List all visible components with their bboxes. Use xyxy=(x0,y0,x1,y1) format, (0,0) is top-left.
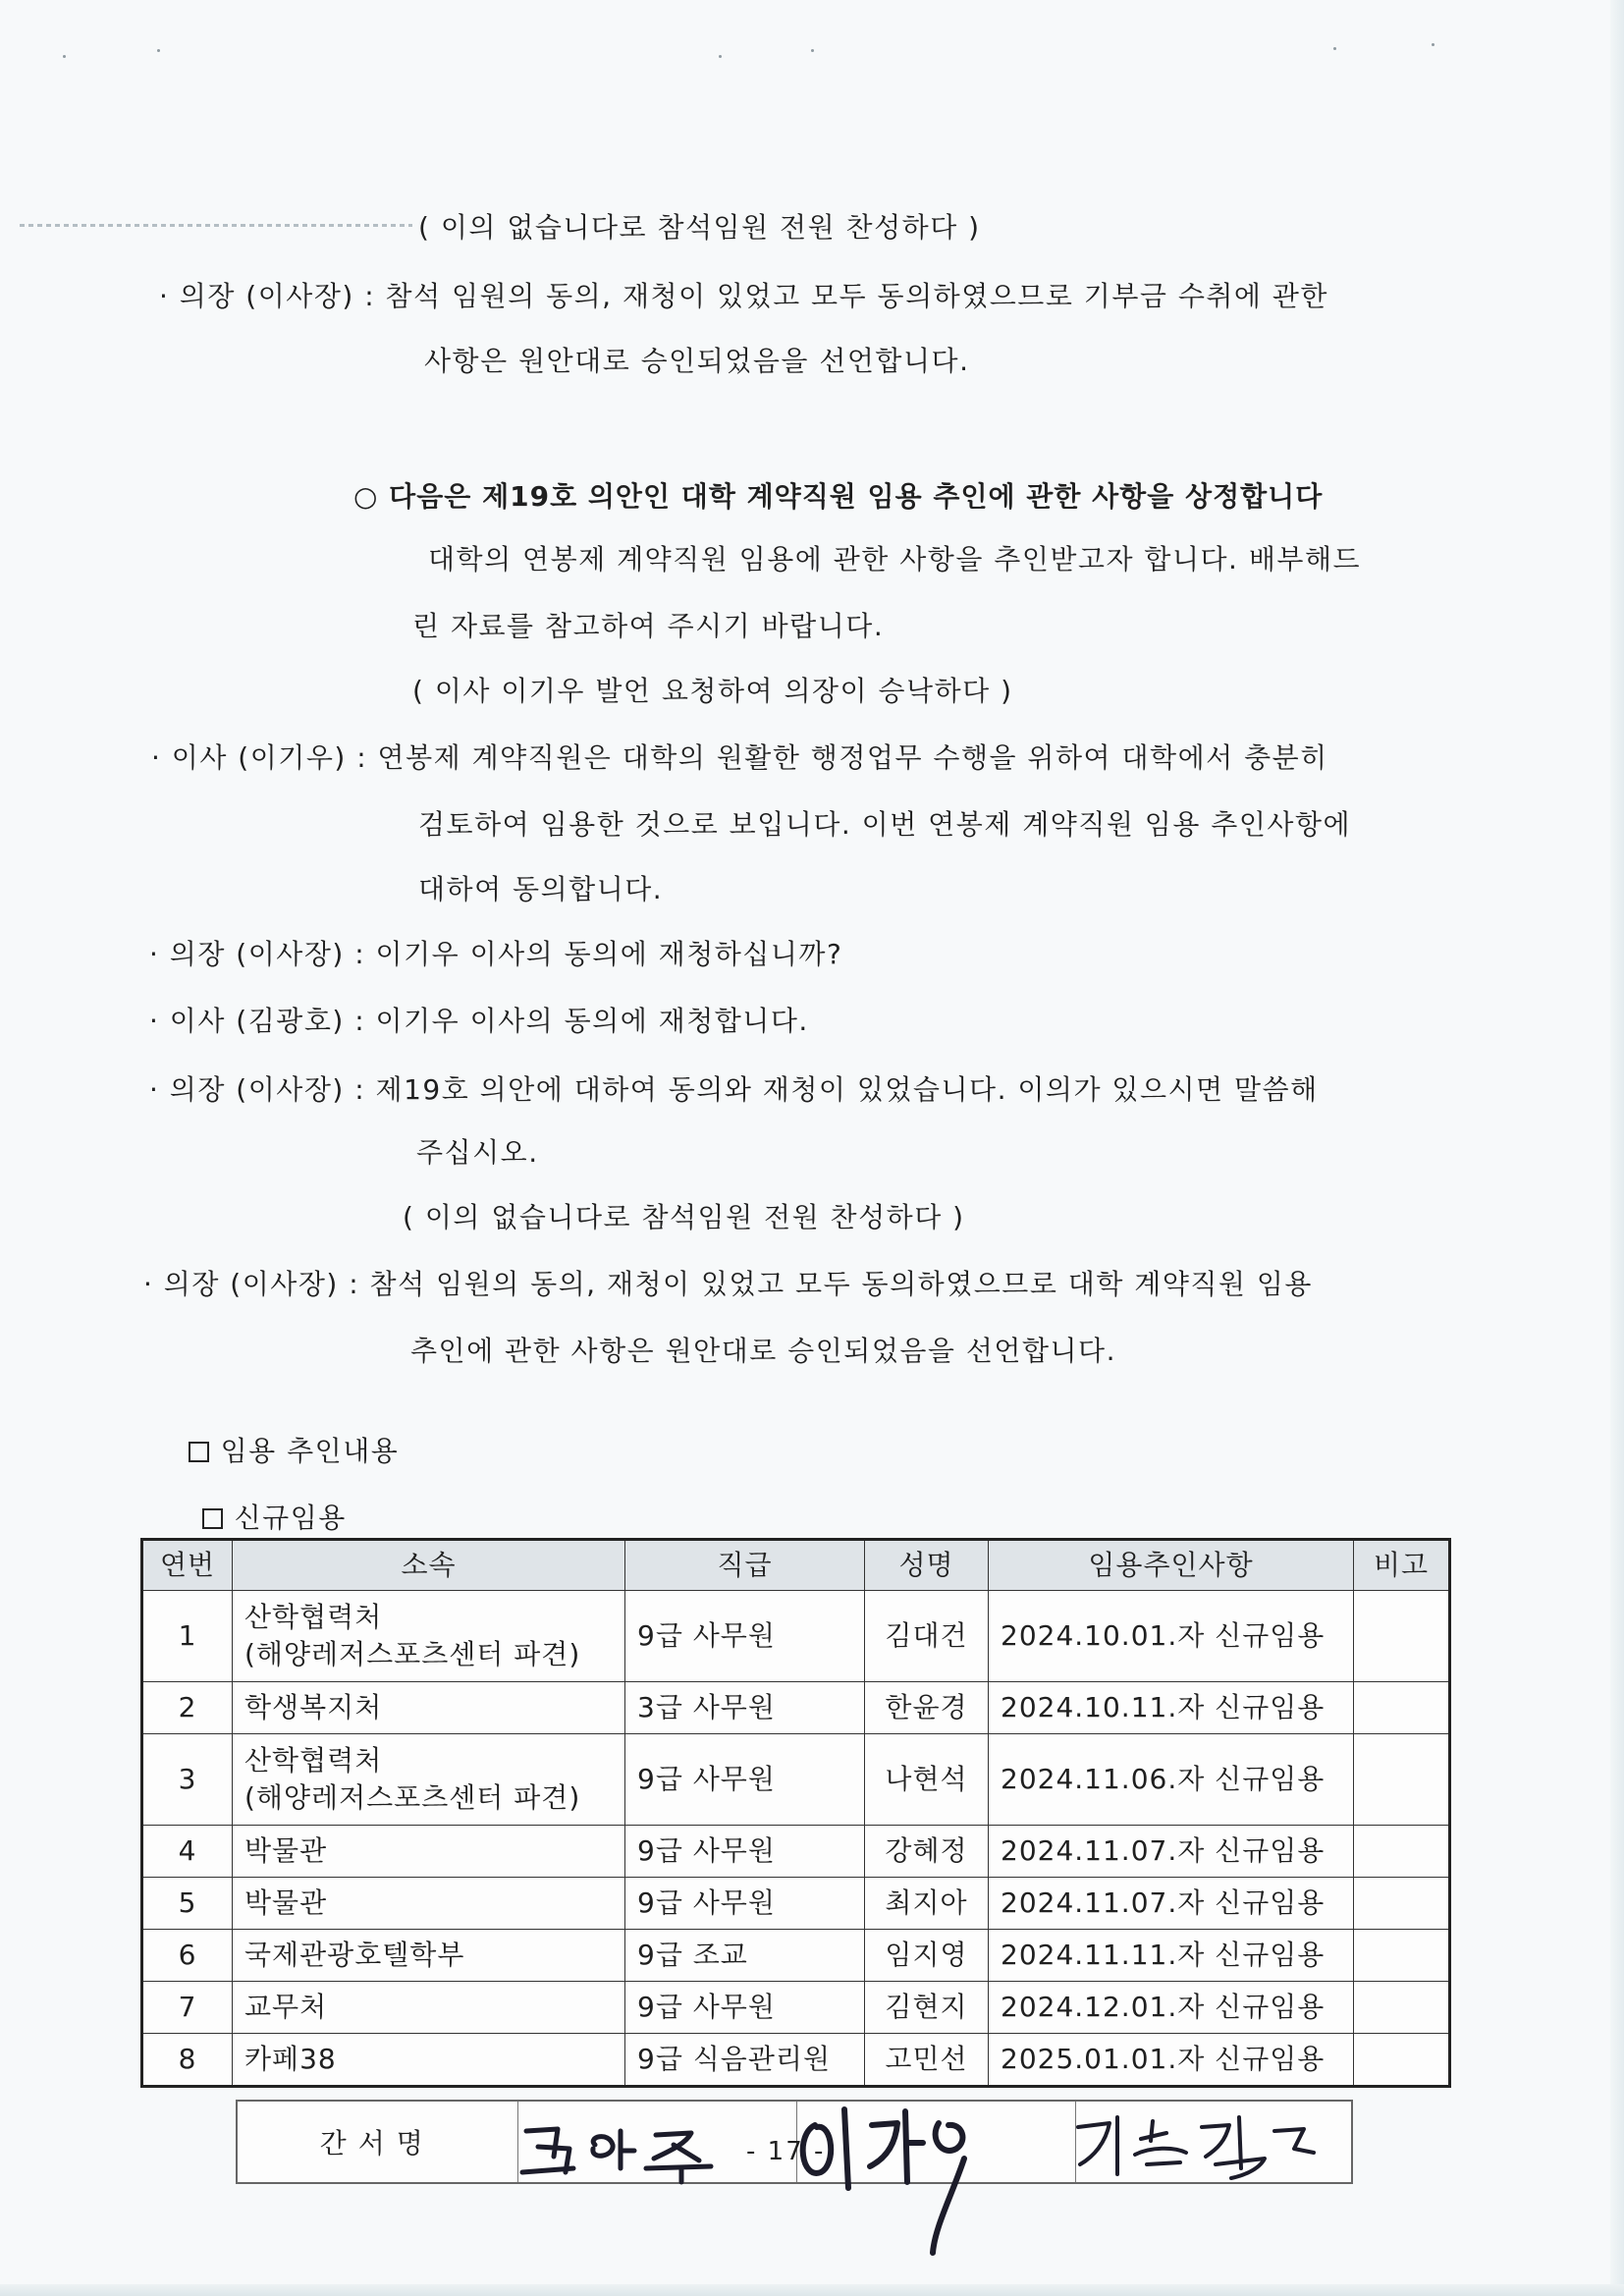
minutes-line: 대하여 동의합니다. xyxy=(418,873,664,905)
cell-dept xyxy=(233,1734,625,1826)
cell-action: 2024.11.07.자 신규임용 xyxy=(989,1878,1354,1930)
column-header: 임용추인사항 xyxy=(989,1540,1354,1591)
column-header: 소속 xyxy=(233,1540,625,1591)
cell-action: 2025.01.01.자 신규임용 xyxy=(989,2034,1354,2087)
cell-grade: 3급 사무원 xyxy=(625,1682,865,1734)
cell-action: 2024.10.01.자 신규임용 xyxy=(989,1591,1354,1682)
cell-dept: 카페38 xyxy=(233,2034,625,2087)
minutes-line: 대학의 연봉제 계약직원 임용에 관한 사항을 추인받고자 합니다. 배부해드 xyxy=(428,543,1362,575)
cell-name: 한윤경 xyxy=(865,1682,989,1734)
checkbox-square-icon xyxy=(189,1442,209,1462)
table-row xyxy=(142,1682,1450,1734)
section-title-text: 임용 추인내용 xyxy=(220,1435,400,1467)
table-header-row xyxy=(142,1540,1450,1591)
cell-note xyxy=(1354,1930,1450,1982)
cell-grade: 9급 식음관리원 xyxy=(625,2034,865,2087)
minutes-line: 검토하여 임용한 것으로 보입니다. 이번 연봉제 계약직원 임용 추인사항에 xyxy=(418,808,1352,841)
table-row xyxy=(142,1826,1450,1878)
cell-dept: 교무처 xyxy=(233,1982,625,2034)
handwritten-signature xyxy=(518,2111,734,2190)
cell-name: 고민선 xyxy=(865,2034,989,2087)
minutes-line: 린 자료를 참고하여 주시기 바랍니다. xyxy=(412,610,885,642)
cell-note xyxy=(1354,1982,1450,2034)
scan-edge xyxy=(1610,0,1624,2296)
cell-dept: 학생복지처 xyxy=(233,1682,625,1734)
dept-line: 산학협력처 xyxy=(244,1744,383,1777)
cell-no: 2 xyxy=(142,1682,233,1734)
minutes-line: · 의장 (이사장) : 이기우 이사의 동의에 재청하십니까? xyxy=(149,938,843,970)
cell-no: 1 xyxy=(142,1591,233,1682)
signature-label: 간서명 xyxy=(237,2101,517,2183)
minutes-line: 추인에 관한 사항은 원안대로 승인되었음을 선언합니다. xyxy=(410,1335,1117,1367)
cell-no: 8 xyxy=(142,2034,233,2087)
cell-no: 6 xyxy=(142,1930,233,1982)
dept-line: (해양레저스포츠센터 파견) xyxy=(244,1781,581,1814)
handwritten-signature xyxy=(1072,2109,1327,2188)
minutes-line: 사항은 원안대로 승인되었음을 선언합니다. xyxy=(424,345,970,377)
cell-dept: 국제관광호텔학부 xyxy=(233,1930,625,1982)
cell-dept: 박물관 xyxy=(233,1878,625,1930)
cell-note xyxy=(1354,1734,1450,1826)
minutes-line: · 의장 (이사장) : 참석 임원의 동의, 재청이 있었고 모두 동의하였으므로 기부금 수취에 관한 xyxy=(159,280,1328,312)
scan-speck xyxy=(1432,43,1435,46)
cell-name: 김현지 xyxy=(865,1982,989,2034)
agenda-heading: ○ 다음은 제19호 의안인 대학 계약직원 임용 추인에 관한 사항을 상정합니다 xyxy=(353,480,1324,513)
cell-no: 4 xyxy=(142,1826,233,1878)
cell-name: 최지아 xyxy=(865,1878,989,1930)
table-row xyxy=(142,1930,1450,1982)
cell-no: 7 xyxy=(142,1982,233,2034)
table-row xyxy=(142,2034,1450,2087)
table-row xyxy=(142,1734,1450,1826)
scan-speck xyxy=(157,49,160,52)
dept-line: (해양레저스포츠센터 파견) xyxy=(244,1638,581,1670)
cell-note xyxy=(1354,1591,1450,1682)
cell-dept xyxy=(233,1591,625,1682)
cell-note xyxy=(1354,1682,1450,1734)
cell-grade: 9급 사무원 xyxy=(625,1982,865,2034)
minutes-line: · 이사 (김광호) : 이기우 이사의 동의에 재청합니다. xyxy=(149,1005,809,1037)
cell-name: 임지영 xyxy=(865,1930,989,1982)
cell-grade: 9급 사무원 xyxy=(625,1826,865,1878)
column-header: 성명 xyxy=(865,1540,989,1591)
cell-no: 5 xyxy=(142,1878,233,1930)
minutes-line: · 이사 (이기우) : 연봉제 계약직원은 대학의 원활한 행정업무 수행을 위하여 대학에서 충분히 xyxy=(151,741,1328,774)
scan-speck xyxy=(719,55,722,58)
cell-note xyxy=(1354,2034,1450,2087)
handwritten-signature xyxy=(795,2100,1011,2257)
cell-action: 2024.11.07.자 신규임용 xyxy=(989,1826,1354,1878)
cell-action: 2024.11.11.자 신규임용 xyxy=(989,1930,1354,1982)
table-row xyxy=(142,1878,1450,1930)
scan-speck xyxy=(63,55,66,58)
appointment-table xyxy=(140,1538,1451,2088)
page-number: - 17 - xyxy=(746,2137,826,2166)
minutes-line: · 의장 (이사장) : 제19호 의안에 대하여 동의와 재청이 있었습니다. 이의가 있으시면 말씀해 xyxy=(149,1073,1319,1106)
column-header: 직급 xyxy=(625,1540,865,1591)
scan-edge xyxy=(0,2284,1624,2296)
minutes-line: ( 이사 이기우 발언 요청하여 의장이 승낙하다 ) xyxy=(412,675,1013,707)
minutes-line: 주십시오. xyxy=(416,1136,539,1169)
cell-grade: 9급 사무원 xyxy=(625,1591,865,1682)
minutes-line: ( 이의 없습니다로 참석임원 전원 찬성하다 ) xyxy=(403,1201,965,1233)
cell-note xyxy=(1354,1878,1450,1930)
table-row xyxy=(142,1982,1450,2034)
column-header: 연번 xyxy=(142,1540,233,1591)
cell-action: 2024.11.06.자 신규임용 xyxy=(989,1734,1354,1826)
cell-name: 강혜정 xyxy=(865,1826,989,1878)
cell-grade: 9급 조교 xyxy=(625,1930,865,1982)
dept-line: 산학협력처 xyxy=(244,1601,383,1633)
minutes-line: ( 이의 없습니다로 참석임원 전원 찬성하다 ) xyxy=(418,211,981,244)
cell-grade: 9급 사무원 xyxy=(625,1734,865,1826)
cell-grade: 9급 사무원 xyxy=(625,1878,865,1930)
scan-artifact-line xyxy=(20,224,412,227)
cell-action: 2024.12.01.자 신규임용 xyxy=(989,1982,1354,2034)
column-header: 비고 xyxy=(1354,1540,1450,1591)
scan-speck xyxy=(811,49,814,52)
cell-note xyxy=(1354,1826,1450,1878)
cell-action: 2024.10.11.자 신규임용 xyxy=(989,1682,1354,1734)
cell-name: 김대건 xyxy=(865,1591,989,1682)
subsection-title-text: 신규임용 xyxy=(234,1502,347,1534)
cell-name: 나현석 xyxy=(865,1734,989,1826)
minutes-line: · 의장 (이사장) : 참석 임원의 동의, 재청이 있었고 모두 동의하였으므로 대학 계약직원 임용 xyxy=(143,1268,1313,1300)
checkbox-square-icon xyxy=(202,1508,223,1529)
cell-dept: 박물관 xyxy=(233,1826,625,1878)
table-row xyxy=(142,1591,1450,1682)
cell-no: 3 xyxy=(142,1734,233,1826)
scan-speck xyxy=(1333,47,1336,50)
